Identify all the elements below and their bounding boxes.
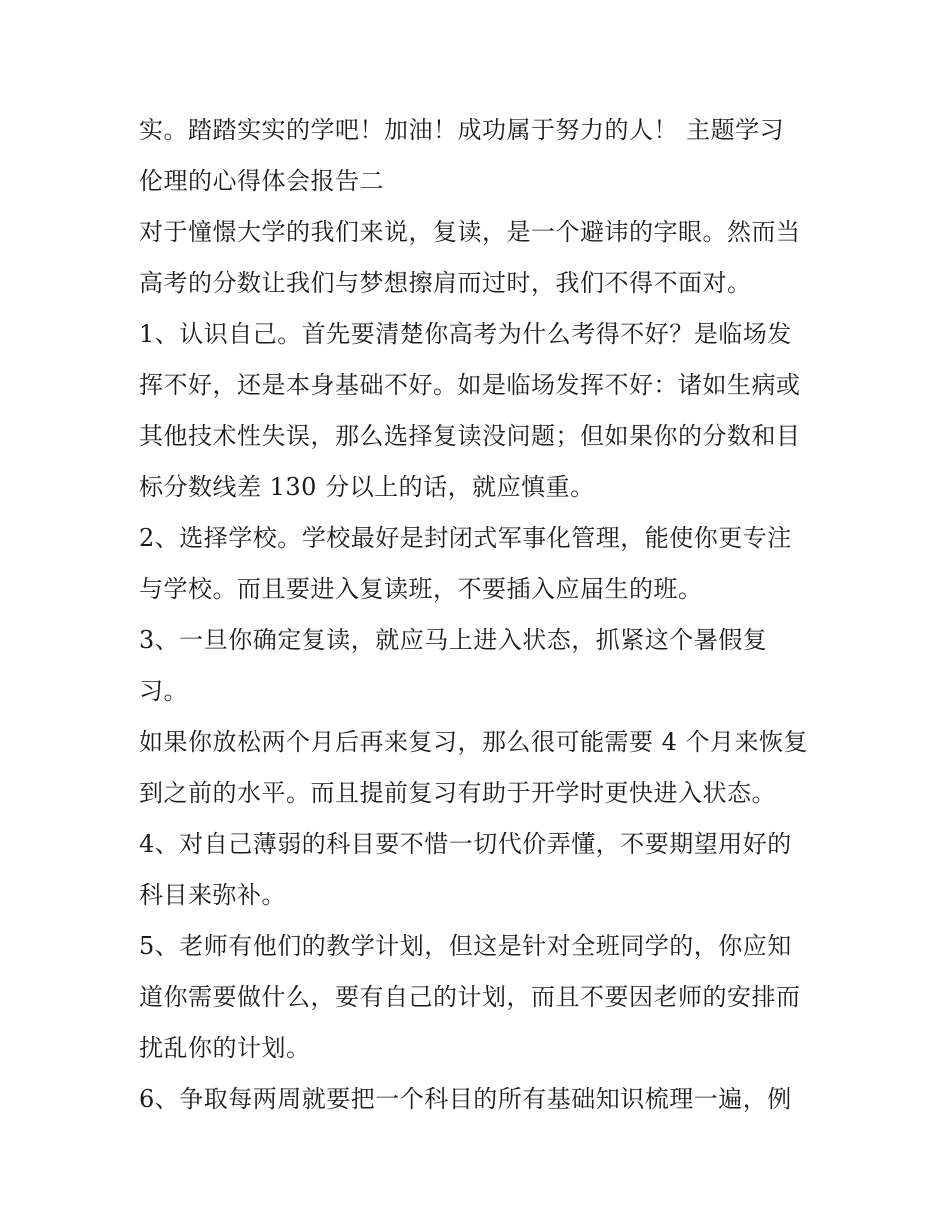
text-line: 如果你放松两个月后再来复习，那么很可能需要 4 个月来恢复 xyxy=(139,728,809,756)
text-line: 实。踏踏实实的学吧！加油！成功属于努力的人！ 主题学习 xyxy=(139,116,785,144)
text-line: 道你需要做什么，要有自己的计划，而且不要因老师的安排而 xyxy=(139,983,801,1011)
text-line: 科目来弥补。 xyxy=(139,881,286,909)
text-line: 挥不好，还是本身基础不好。如是临场发挥不好：诸如生病或 xyxy=(139,371,801,399)
text-line: 伦理的心得体会报告二 xyxy=(139,167,384,195)
text-line: 3、一旦你确定复读，就应马上进入状态，抓紧这个暑假复 xyxy=(139,626,768,654)
text-line: 6、争取每两周就要把一个科目的所有基础知识梳理一遍，例 xyxy=(139,1085,792,1113)
text-line: 高考的分数让我们与梦想擦肩而过时，我们不得不面对。 xyxy=(139,269,752,297)
text-line: 2、选择学校。学校最好是封闭式军事化管理，能使你更专注 xyxy=(139,524,792,552)
text-line: 扰乱你的计划。 xyxy=(139,1034,311,1062)
text-line: 其他技术性失误，那么选择复读没问题；但如果你的分数和目 xyxy=(139,422,801,450)
text-line: 标分数线差 130 分以上的话，就应慎重。 xyxy=(139,473,595,501)
text-line: 到之前的水平。而且提前复习有助于开学时更快进入状态。 xyxy=(139,779,776,807)
text-line: 1、认识自己。首先要清楚你高考为什么考得不好？是临场发 xyxy=(139,320,792,348)
text-line: 5、老师有他们的教学计划，但这是针对全班同学的，你应知 xyxy=(139,932,792,960)
text-line: 对于憧憬大学的我们来说，复读，是一个避讳的字眼。然而当 xyxy=(139,218,801,246)
text-line: 习。 xyxy=(139,677,188,705)
text-line: 与学校。而且要进入复读班，不要插入应届生的班。 xyxy=(139,575,703,603)
text-line: 4、对自己薄弱的科目要不惜一切代价弄懂，不要期望用好的 xyxy=(139,830,792,858)
